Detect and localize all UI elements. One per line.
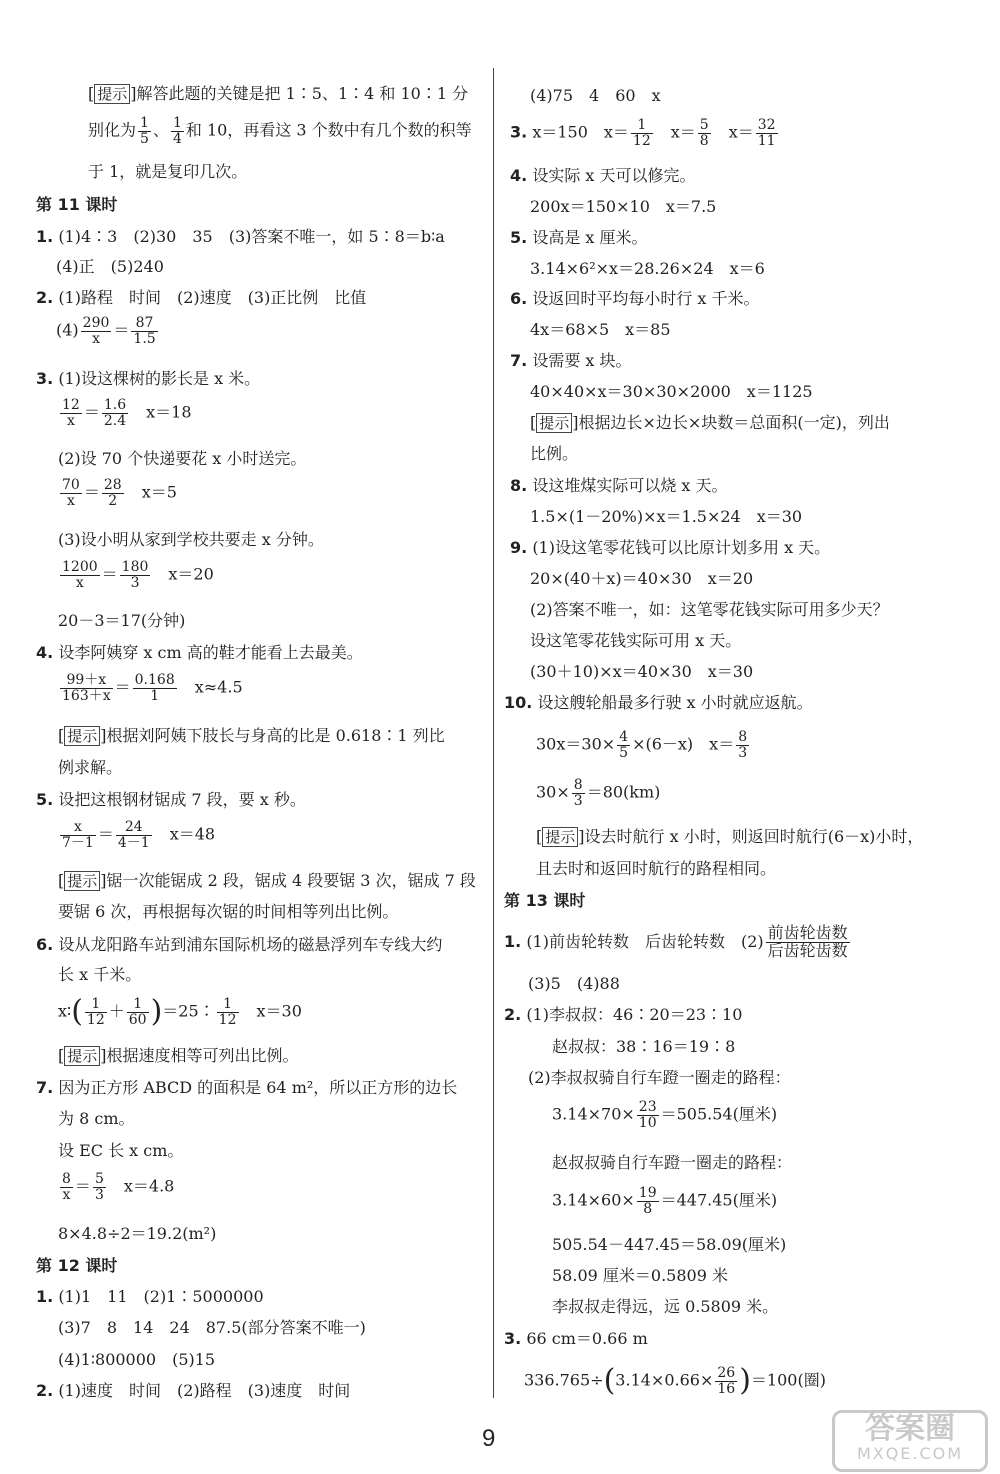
answer-line: x∶( $\frac{1}{12}$ ＋ $\frac{1}{60}$ )＝25∶ $\frac{1}{12}$ x＝30 — [58, 994, 302, 1030]
answer-line: 1. (1)4∶3 (2)30 35 (3)答案不唯一，如 5∶8＝b∶a — [36, 227, 445, 246]
answer-line: 3.14×70× $\frac{23}{10}$ ＝505.54(厘米) — [552, 1099, 778, 1131]
answer-line: 505.54－447.45＝58.09(厘米) — [552, 1235, 787, 1254]
answer-line: 设这笔零花钱实际可用 x 天。 — [530, 631, 742, 650]
answer-line: 2. (1)速度 时间 (2)路程 (3)速度 时间 — [36, 1381, 351, 1400]
answer-line: (2)答案不唯一，如：这笔零花钱实际可用多少天？ — [530, 600, 889, 619]
hint-line: [ 提示 ]锯一次能锯成 2 段，锯成 4 段要锯 3 次，锯成 7 段 — [58, 871, 476, 890]
answer-line: 3.14×6²×x＝28.26×24 x＝6 — [530, 259, 765, 278]
answer-line: 5. 设高是 x 厘米。 — [510, 228, 648, 247]
answer-line: (30＋10)×x＝40×30 x＝30 — [530, 662, 754, 681]
answer-line: $\frac{8}{x}$ ＝ $\frac{5}{3}$ x＝4.8 — [62, 1171, 175, 1203]
hint-line: 且去时和返回时航行的路程相同。 — [536, 859, 777, 878]
answer-line: 5. 设把这根钢材锯成 7 段，要 x 秒。 — [36, 790, 306, 809]
answer-line: 20－3＝17(分钟) — [58, 611, 186, 630]
hint-line: 例求解。 — [58, 758, 123, 777]
hint-line: [ 提示 ]设去时航行 x 小时，则返回时航行(6－x)小时， — [536, 827, 924, 846]
page-number: 9 — [482, 1425, 496, 1452]
hint-line: [ 提示 ]解答此题的关键是把 1∶5、1∶4 和 10∶1 分 — [88, 84, 469, 103]
answer-line: 为 8 cm。 — [58, 1109, 135, 1128]
answer-line: 58.09 厘米＝0.5809 米 — [552, 1266, 728, 1285]
hint-line: [ 提示 ]根据速度相等可列出比例。 — [58, 1046, 299, 1065]
section-heading: 第 11 课时 — [36, 195, 118, 214]
answer-line: 李叔叔走得远，远 0.5809 米。 — [552, 1297, 779, 1316]
answer-line: (4) $\frac{290}{x}$ ＝ $\frac{87}{1.5}$ — [56, 315, 156, 347]
answer-line: 30× $\frac{8}{3}$ ＝80(km) — [536, 777, 661, 809]
answer-line: 2. (1)路程 时间 (2)速度 (3)正比例 比值 — [36, 288, 367, 307]
answer-line: $\frac{70}{x}$ ＝ $\frac{28}{2}$ x＝5 — [62, 477, 177, 509]
answer-line: 20×(40＋x)＝40×30 x＝20 — [530, 569, 754, 588]
answer-line: (3)设小明从家到学校共要走 x 分钟。 — [58, 530, 324, 549]
answer-line: 4. 设实际 x 天可以修完。 — [510, 166, 696, 185]
answer-line: 4. 设李阿姨穿 x cm 高的鞋才能看上去最美。 — [36, 643, 363, 662]
answer-line: 2. (1)李叔叔：46∶20＝23∶10 — [504, 1005, 743, 1024]
section-heading: 第 12 课时 — [36, 1256, 118, 1275]
hint-line: 要锯 6 次，再根据每次锯的时间相等列出比例。 — [58, 902, 399, 921]
answer-line: (4)75 4 60 x — [530, 86, 661, 105]
answer-line: 200x＝150×10 x＝7.5 — [530, 197, 717, 216]
answer-line: 40×40×x＝30×30×2000 x＝1125 — [530, 382, 813, 401]
answer-line: 10. 设这艘轮船最多行驶 x 小时就应返航。 — [504, 693, 813, 712]
section-heading: 第 13 课时 — [504, 891, 586, 910]
column-divider — [493, 68, 494, 1398]
answer-line: 长 x 千米。 — [58, 965, 142, 984]
answer-line: 9. (1)设这笔零花钱可以比原计划多用 x 天。 — [510, 538, 831, 557]
answer-line: 6. 设从龙阳路车站到浦东国际机场的磁悬浮列车专线大约 — [36, 935, 443, 954]
answer-line: 6. 设返回时平均每小时行 x 千米。 — [510, 289, 760, 308]
answer-line: 1. (1)1 11 (2)1∶5000000 — [36, 1287, 264, 1306]
answer-line: 3. 66 cm＝0.66 m — [504, 1329, 648, 1348]
answer-line: 7. 设需要 x 块。 — [510, 351, 632, 370]
answer-line: $\frac{x}{7-1}$ ＝ $\frac{24}{4-1}$ x＝48 — [62, 819, 216, 851]
answer-line: 8×4.8÷2＝19.2(m²) — [58, 1224, 217, 1243]
answer-line: (2)李叔叔骑自行车蹬一圈走的路程： — [528, 1068, 791, 1087]
answer-line: 4x＝68×5 x＝85 — [530, 320, 671, 339]
answer-line: 7. 因为正方形 ABCD 的面积是 64 m²，所以正方形的边长 — [36, 1078, 458, 1097]
answer-line: 336.765÷(3.14×0.66× $\frac{26}{16}$ )＝100(圈) — [524, 1363, 826, 1399]
answer-line: 3.14×60× $\frac{19}{8}$ ＝447.45(厘米) — [552, 1185, 778, 1217]
answer-line: (4)正 (5)240 — [56, 257, 164, 276]
hint-line: 比例。 — [530, 444, 579, 463]
answer-line: 1. (1)前齿轮转数 后齿轮转数 (2) 前齿轮齿数 后齿轮齿数 — [504, 923, 848, 960]
answer-line: $\frac{12}{x}$ ＝ $\frac{1.6}{2.4}$ x＝18 — [62, 397, 192, 429]
hint-line: [ 提示 ]根据边长×边长×块数＝总面积(一定)，列出 — [530, 413, 890, 432]
watermark-logo: 答案圈 MXQE.COM — [832, 1410, 988, 1472]
answer-line: 3. x＝150 x＝ $\frac{1}{12}$ x＝ $\frac{5}{8}$ x＝ $\frac{32}{11}$ — [510, 117, 776, 149]
hint-line: [ 提示 ]根据刘阿姨下肢长与身高的比是 0.618∶1 列比 — [58, 726, 445, 745]
answer-line: 赵叔叔骑自行车蹬一圈走的路程： — [552, 1153, 793, 1172]
answer-line: 赵叔叔：38∶16＝19∶8 — [552, 1037, 736, 1056]
answer-line: (2)设 70 个快递要花 x 小时送完。 — [58, 449, 307, 468]
answer-line: 1.5×(1－20%)×x＝1.5×24 x＝30 — [530, 507, 803, 526]
answer-line: $\frac{99+x}{163+x}$ ＝ $\frac{0.168}{1}$ x≈4.5 — [62, 672, 243, 704]
answer-line: 设 EC 长 x cm。 — [58, 1141, 184, 1160]
answer-line: 30x＝30× $\frac{4}{5}$ ×(6－x) x＝ $\frac{8}{3}$ — [536, 729, 748, 761]
hint-line: 于 1，就是复印几次。 — [88, 162, 248, 181]
answer-line: (4)1∶800000 (5)15 — [58, 1350, 216, 1369]
answer-line: (3)5 (4)88 — [528, 974, 620, 993]
hint-line: 别化为 $\frac{1}{5}$ 、 $\frac{1}{4}$ 和 10，再看这 3 个数中有几个数的积等 — [88, 115, 472, 147]
answer-line: 3. (1)设这棵树的影长是 x 米。 — [36, 369, 261, 388]
answer-line: 8. 设这堆煤实际可以烧 x 天。 — [510, 476, 728, 495]
answer-line: $\frac{1200}{x}$ ＝ $\frac{180}{3}$ x＝20 — [62, 559, 214, 591]
answer-line: (3)7 8 14 24 87.5(部分答案不唯一) — [58, 1318, 366, 1337]
